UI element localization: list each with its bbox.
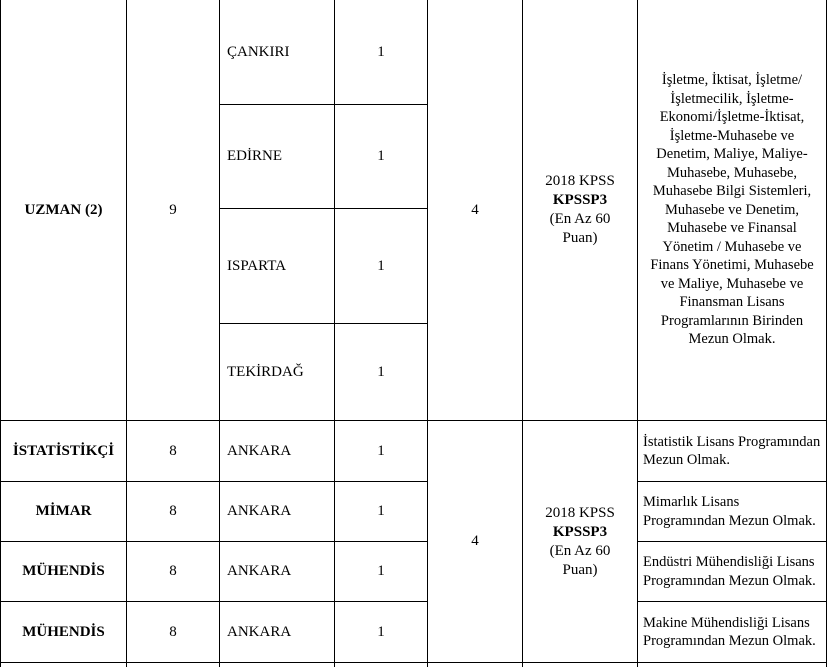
grade-value: 8 — [169, 503, 177, 519]
count-value: 1 — [377, 442, 385, 459]
requirement-text: Endüstri Mühendisliği Lisans Programından Mezun Olmak. — [643, 554, 816, 589]
city-name: ISPARTA — [227, 257, 287, 274]
count-value: 1 — [377, 563, 385, 579]
kpss-score-type: KPSSP3 — [552, 192, 608, 208]
count-value: 1 — [377, 503, 385, 519]
requirement-text: İstatistik Lisans Programından Mezun Olmak. — [643, 433, 821, 468]
requirement-cell — [643, 542, 821, 601]
position-title-text: MÜHENDİS — [22, 563, 105, 579]
count-cell — [335, 209, 427, 323]
city-cell — [227, 324, 332, 420]
city-name: ANKARA — [227, 623, 292, 640]
kpss-min-line: (En Az 60 — [549, 211, 611, 227]
grade-value: 9 — [169, 201, 177, 218]
count-value: 1 — [377, 623, 385, 640]
count-value: 1 — [377, 43, 385, 60]
position-title — [1, 542, 126, 601]
requirement-cell — [643, 421, 821, 481]
count-cell — [335, 482, 427, 541]
requirement-text: Makine Mühendisliği Lisans Programından Mezun Olmak. — [643, 614, 816, 649]
position-title-text: UZMAN (2) — [24, 201, 103, 218]
city-name: TEKİRDAĞ — [227, 363, 304, 380]
kpss-score-type: KPSSP3 — [552, 523, 608, 540]
kpss-min-line: Puan) — [562, 230, 598, 246]
grid-line — [0, 662, 827, 663]
grade-cell — [127, 542, 219, 601]
requirement-cell — [643, 602, 821, 662]
kpss-year: 2018 KPSS — [545, 504, 615, 521]
city-name: EDİRNE — [227, 148, 282, 164]
position-title — [1, 421, 126, 481]
grade-value: 8 — [169, 563, 177, 579]
count-cell — [335, 105, 427, 208]
city-cell — [227, 209, 332, 323]
count-value: 1 — [377, 148, 385, 164]
requirement-text: Mimarlık Lisans Programından Mezun Olmak. — [643, 494, 816, 529]
grade-cell — [127, 482, 219, 541]
count-cell — [335, 324, 427, 420]
grade-cell — [127, 421, 219, 481]
city-cell — [227, 0, 332, 104]
kpss-min-line: Puan) — [562, 561, 598, 578]
total-cell — [428, 421, 522, 662]
city-name: ANKARA — [227, 503, 292, 519]
grade-cell — [127, 602, 219, 662]
position-title — [1, 482, 126, 541]
position-title-text: MİMAR — [35, 503, 92, 519]
position-title — [1, 0, 126, 420]
position-title-text: MÜHENDİS — [22, 623, 105, 640]
kpss-cell — [523, 421, 637, 662]
count-value: 1 — [377, 257, 385, 274]
city-name: ÇANKIRI — [227, 43, 290, 60]
grade-cell — [127, 0, 219, 420]
grid-line — [219, 0, 220, 667]
city-cell — [227, 105, 332, 208]
kpss-min-line: (En Az 60 — [549, 542, 611, 559]
city-cell — [227, 602, 332, 662]
position-title — [1, 602, 126, 662]
city-name: ANKARA — [227, 563, 292, 579]
position-title-text: İSTATİSTİKÇİ — [12, 442, 115, 459]
requirement-cell — [643, 0, 821, 420]
city-cell — [227, 421, 332, 481]
total-cell — [428, 0, 522, 420]
total-value: 4 — [471, 533, 479, 549]
city-name: ANKARA — [227, 442, 292, 459]
requirement-cell — [643, 482, 821, 541]
count-value: 1 — [377, 363, 385, 380]
grade-value: 8 — [169, 623, 177, 640]
city-cell — [227, 482, 332, 541]
requirement-text: İşletme, İktisat, İşletme/İşletmecilik, İşletme-Ekonomi/İşletme-İktisat, İşletme-Muhasebe ve Denetim, Maliye, Maliye-Muhasebe, Muhasebe, Muhasebe Bilgi Sistemleri, Muhasebe ve Denetim, Muhasebe ve Finansal Yönetim / Muhasebe ve Finans Yönetimi, Muhasebe ve Maliye, Muhasebe ve Finansman Lisans Programlarının Birinden Mezun Olmak. — [650, 72, 814, 348]
total-value: 4 — [471, 201, 479, 218]
kpss-cell — [523, 0, 637, 420]
count-cell — [335, 421, 427, 481]
city-cell — [227, 542, 332, 601]
grid-line — [637, 0, 638, 667]
grade-value: 8 — [169, 442, 177, 459]
kpss-year: 2018 KPSS — [545, 173, 615, 189]
count-cell — [335, 602, 427, 662]
count-cell — [335, 0, 427, 104]
count-cell — [335, 542, 427, 601]
